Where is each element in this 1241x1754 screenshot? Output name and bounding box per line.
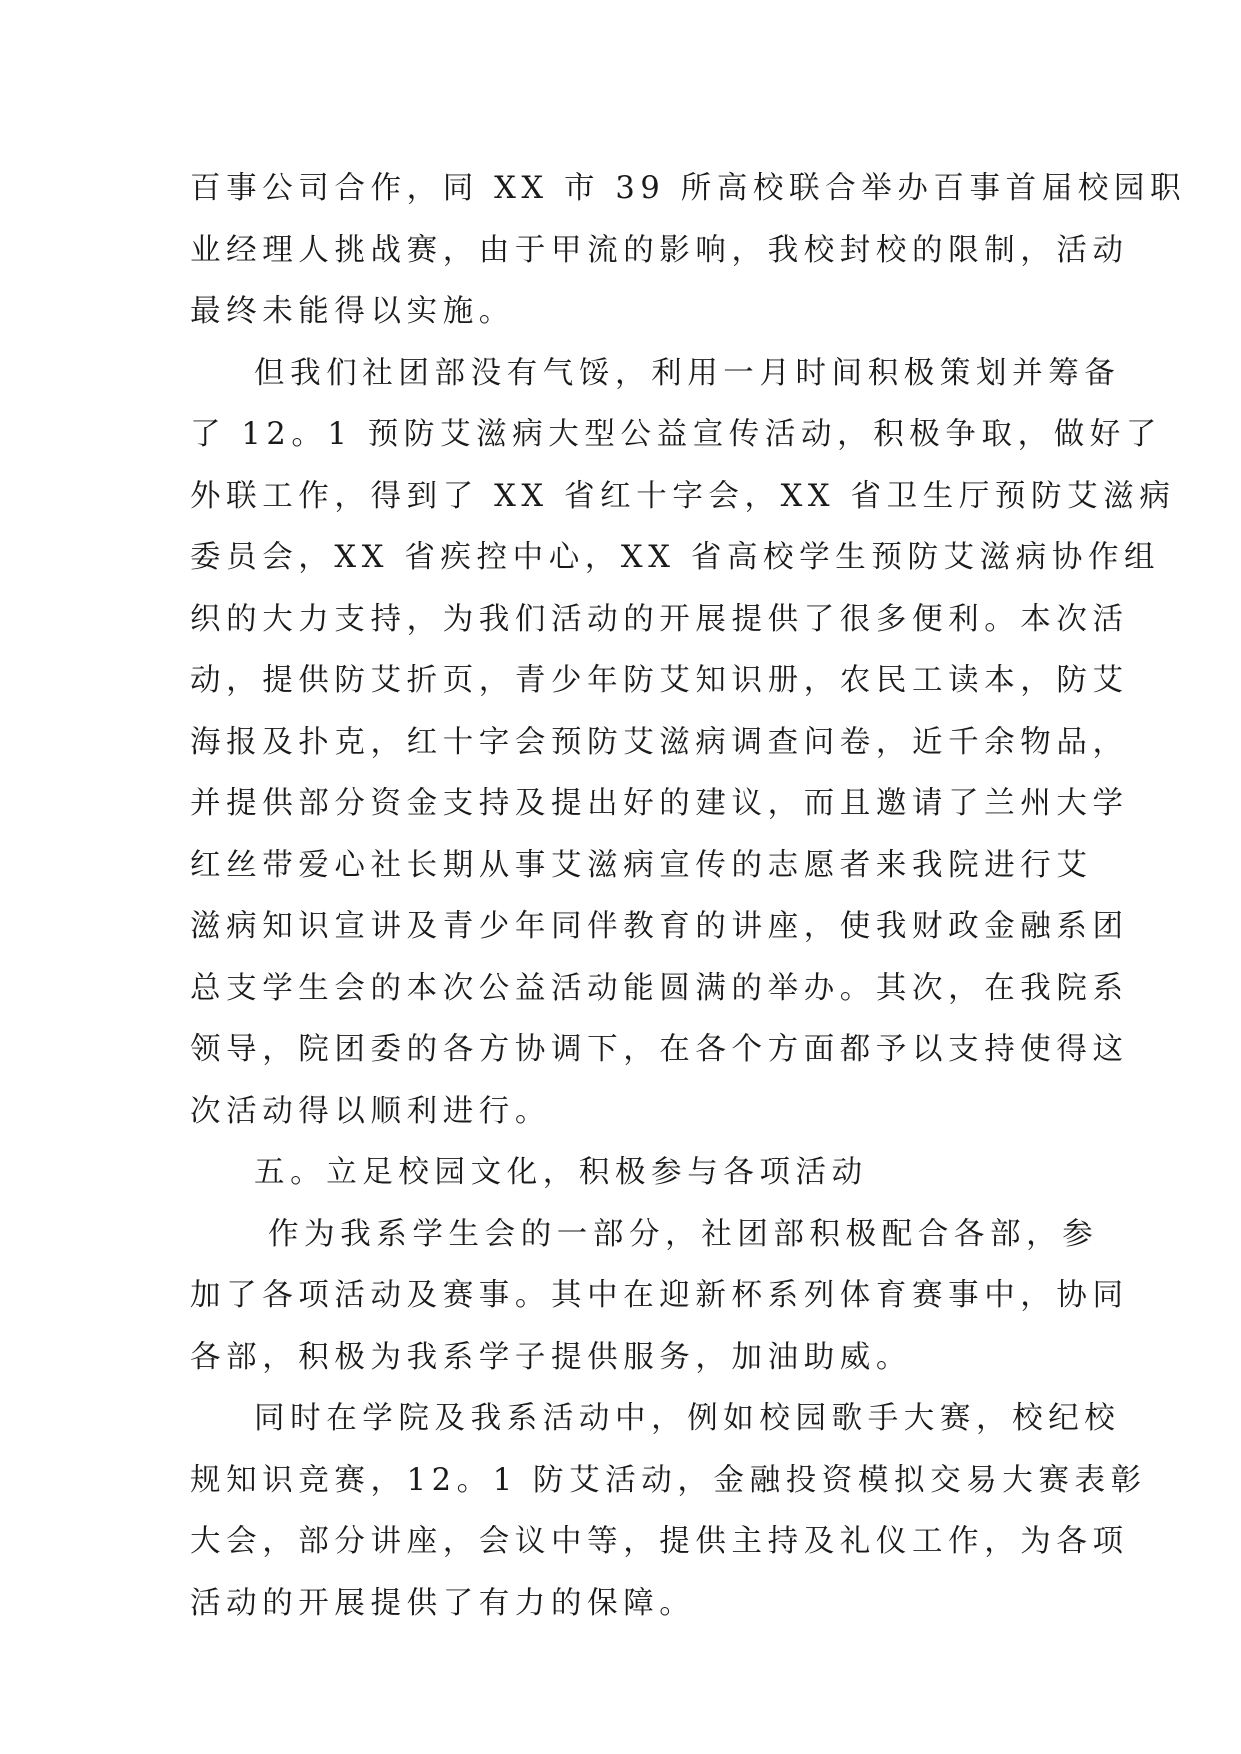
paragraph-1 (190, 158, 1187, 343)
text-line: 海报及扑克，红十字会预防艾滋病调查问卷，近千余物品， (190, 724, 1129, 760)
text-line: 了 12。1 预防艾滋病大型公益宣传活动，积极争取，做好了 (190, 417, 1163, 452)
text-line: 同时在学院及我系活动中，例如校园歌手大赛，校纪校 (254, 1401, 1121, 1436)
text-line: 外联工作，得到了 XX 省红十字会，XX 省卫生厅预防艾滋病 (190, 478, 1176, 514)
text-line: 业经理人挑战赛，由于甲流的影响，我校封校的限制，活动 (190, 232, 1129, 268)
text-line: 百事公司合作，同 XX 市 39 所高校联合举办百事首届校园职 (190, 171, 1187, 206)
text-line: 加了各项活动及赛事。其中在迎新杯系列体育赛事中，协同 (190, 1278, 1129, 1313)
text-line: 总支学生会的本次公益活动能圆满的举办。其次，在我院系 (190, 970, 1129, 1006)
text-line: 作为我系学生会的一部分，社团部积极配合各部，参 (268, 1216, 1099, 1252)
text-line: 动，提供防艾折页，青少年防艾知识册，农民工读本，防艾 (190, 663, 1129, 698)
section-heading (190, 1142, 1060, 1204)
document-body (190, 158, 1187, 1634)
text-line: 织的大力支持，为我们活动的开展提供了很多便利。本次活 (190, 601, 1129, 637)
text-line: 委员会，XX 省疾控中心，XX 省高校学生预防艾滋病协作组 (190, 540, 1161, 575)
heading-line: 五。立足校园文化，积极参与各项活动 (254, 1155, 868, 1190)
text-line: 活动的开展提供了有力的保障。 (190, 1585, 696, 1621)
text-line: 红丝带爱心社长期从事艾滋病宣传的志愿者来我院进行艾 (190, 847, 1093, 883)
text-line: 并提供部分资金支持及提出好的建议，而且邀请了兰州大学 (190, 786, 1129, 821)
text-line: 大会，部分讲座，会议中等，提供主持及礼仪工作，为各项 (190, 1524, 1129, 1559)
text-line: 次活动得以顺利进行。 (190, 1093, 551, 1129)
text-line: 领导，院团委的各方协调下，在各个方面都予以支持使得这 (190, 1032, 1129, 1067)
text-line: 各部，积极为我系学子提供服务，加油助威。 (190, 1339, 912, 1375)
text-line: 最终未能得以实施。 (190, 294, 515, 329)
paragraph-3 (190, 1204, 1129, 1389)
text-line: 滋病知识宣讲及青少年同伴教育的讲座，使我财政金融系团 (190, 909, 1129, 944)
text-line: 规知识竞赛，12。1 防艾活动，金融投资模拟交易大赛表彰 (190, 1462, 1147, 1498)
paragraph-4 (190, 1388, 1147, 1634)
text-line: 但我们社团部没有气馁，利用一月时间积极策划并筹备 (254, 355, 1121, 391)
paragraph-2 (190, 343, 1176, 1143)
